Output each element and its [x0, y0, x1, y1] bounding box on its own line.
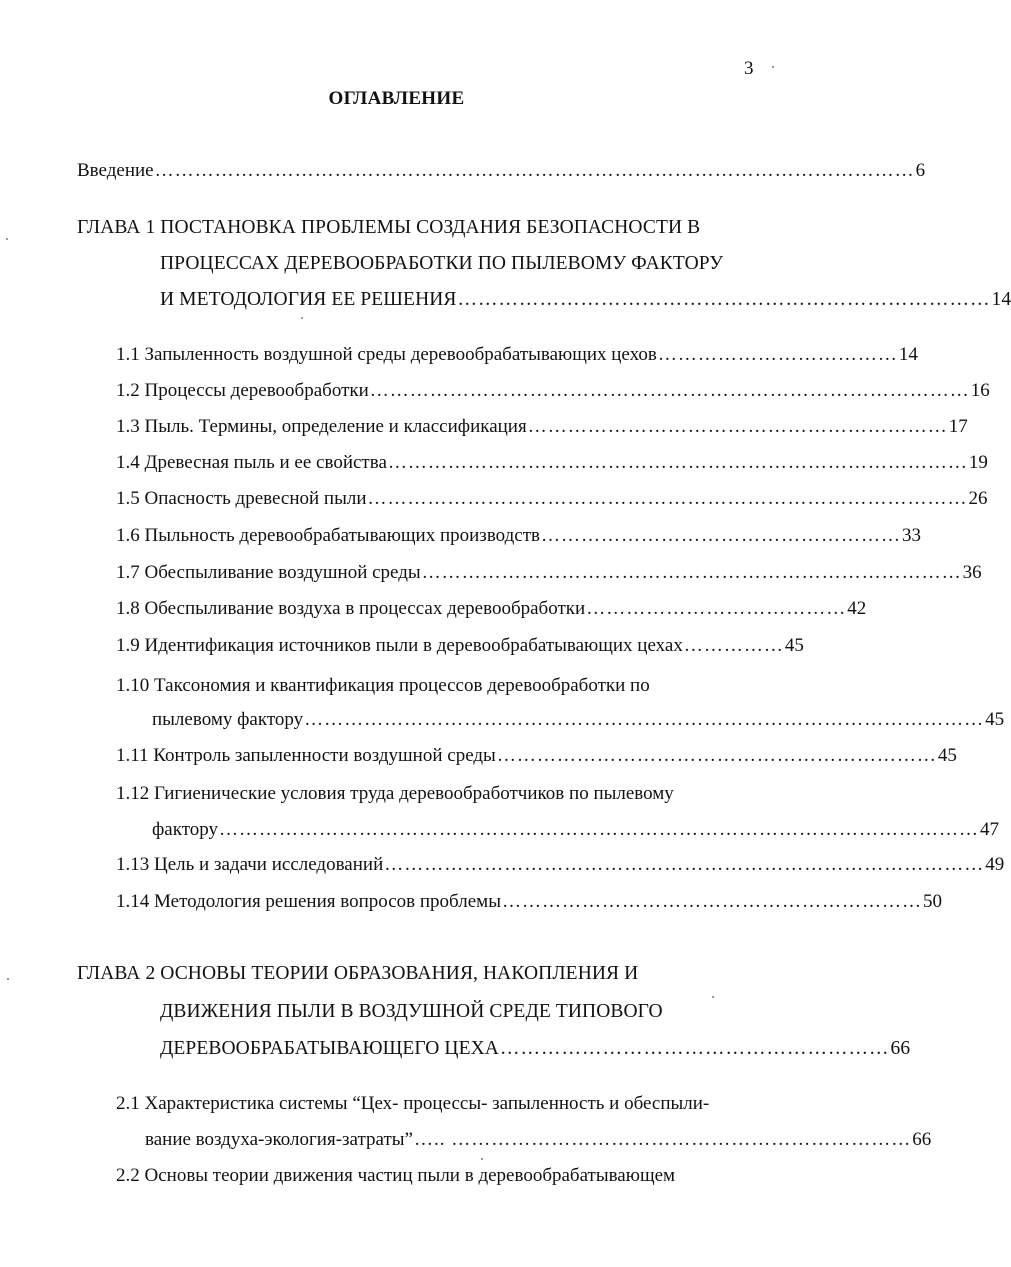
toc-entry-page: 50 — [922, 891, 942, 912]
toc-entry-text: 1.8 Обеспыливание воздуха в процессах деревообработки — [116, 598, 586, 619]
dot-leader: …………………………………………………………………………………………………… — [154, 160, 915, 181]
toc-entry-text: ДЕРЕВООБРАБАТЫВАЮЩЕГО ЦЕХА — [160, 1038, 499, 1059]
toc-entry-page: 26 — [968, 488, 988, 509]
toc-entry-1-10[interactable] — [152, 707, 1005, 733]
toc-entry-page: 66 — [890, 1038, 911, 1059]
toc-entry-1-1[interactable] — [116, 342, 918, 368]
toc-entry-text: 1.6 Пыльность деревообрабатывающих производств — [116, 525, 540, 546]
toc-entry-1-4[interactable] — [116, 450, 988, 476]
toc-entry-2-2-line-1: 2.2 Основы теории движения частиц пыли в деревообрабатывающем — [116, 1165, 676, 1186]
toc-entry-2-1[interactable] — [145, 1127, 932, 1153]
chapter-1-heading-line-1: ГЛАВА 1 ПОСТАНОВКА ПРОБЛЕМЫ СОЗДАНИЯ БЕЗОПАСНОСТИ В — [77, 217, 701, 238]
toc-entry-text: 1.11 Контроль запыленности воздушной среды — [116, 745, 496, 766]
dot-leader: ………………………………………………………………………………………… — [304, 709, 985, 730]
toc-entry-text: 1.7 Обеспыливание воздушной среды — [116, 562, 421, 583]
toc-entry-1-2[interactable] — [116, 378, 990, 404]
toc-entry-text: 1.4 Древесная пыль и ее свойства — [116, 452, 387, 473]
toc-entry-text: 1.3 Пыль. Термины, определение и классификация — [116, 416, 527, 437]
dot-leader: …………………………………………………………………………… — [387, 452, 968, 473]
toc-entry-text: 1.9 Идентификация источников пыли в деревообрабатывающих цехах — [116, 635, 683, 656]
toc-entry-1-8[interactable] — [116, 596, 867, 622]
toc-entry-page: 36 — [962, 562, 982, 583]
toc-entry-2-1-line-1: 2.1 Характеристика системы “Цех- процессы- запыленность и обеспыли- — [116, 1093, 710, 1114]
toc-entry-page: 45 — [784, 635, 804, 656]
chapter-2-heading-line-2: ДВИЖЕНИЯ ПЫЛИ В ВОЗДУШНОЙ СРЕДЕ ТИПОВОГО — [160, 1001, 663, 1022]
dot-leader: ………………………………… — [586, 598, 847, 619]
toc-entry-text: Введение — [77, 160, 154, 181]
toc-entry-chapter-1[interactable] — [160, 287, 1011, 313]
toc-entry-page: 49 — [985, 854, 1005, 875]
dot-leader: ……………………………………………………… — [501, 891, 922, 912]
toc-entry-1-13[interactable] — [116, 852, 1005, 878]
toc-entry-page: 19 — [968, 452, 988, 473]
toc-entry-text: фактору — [152, 819, 219, 840]
toc-entry-page: 14 — [991, 289, 1011, 310]
dot-leader: ……………………………………………………… — [527, 416, 948, 437]
toc-entry-intro[interactable] — [77, 158, 926, 184]
dot-leader: ………………………………………………… — [499, 1038, 890, 1059]
dot-leader: ……………………………… — [657, 344, 898, 365]
toc-entry-1-11[interactable] — [116, 743, 957, 769]
toc-entry-1-12[interactable] — [152, 817, 1000, 843]
toc-entry-text: 1.5 Опасность древесной пыли — [116, 488, 367, 509]
dot-leader: ……………………………………………………………………… — [421, 562, 962, 583]
toc-entry-page: 42 — [847, 598, 867, 619]
dot-leader: …………………………………………………………………… — [457, 289, 991, 310]
toc-entry-1-9[interactable] — [116, 633, 804, 659]
toc-entry-page: 45 — [985, 709, 1005, 730]
toc-entry-page: 45 — [937, 745, 957, 766]
toc-entry-text: вание воздуха-экология-затраты” — [145, 1129, 413, 1150]
toc-entry-chapter-2[interactable] — [160, 1036, 911, 1062]
dot-leader: ……………………………………………………………………………… — [369, 380, 970, 401]
toc-entry-page: 14 — [898, 344, 918, 365]
dot-leader: …………… — [683, 635, 784, 656]
toc-entry-page: 17 — [948, 416, 968, 437]
toc-entry-text: 1.13 Цель и задачи исследований — [116, 854, 384, 875]
toc-entry-page: 16 — [970, 380, 990, 401]
toc-entry-page: 33 — [901, 525, 921, 546]
toc-entry-1-7[interactable] — [116, 560, 982, 586]
dot-leader: ….. …………………………………………………………… — [413, 1129, 912, 1150]
toc-entry-text: 1.2 Процессы деревообработки — [116, 380, 369, 401]
toc-entry-1-14[interactable] — [116, 889, 942, 915]
toc-entry-text: 1.1 Запыленность воздушной среды деревообрабатывающих цехов — [116, 344, 657, 365]
page-number: 3 — [744, 58, 754, 79]
dot-leader: ……………………………………………………………………………… — [384, 854, 985, 875]
toc-entry-1-12-line-1: 1.12 Гигиенические условия труда деревообработчиков по пылевому — [116, 783, 674, 804]
dot-leader: ……………………………………………… — [540, 525, 901, 546]
toc-entry-text: 1.14 Методология решения вопросов проблемы — [116, 891, 501, 912]
toc-entry-text: пылевому фактору — [152, 709, 304, 730]
dot-leader: …………………………………………………………………………………………………… — [219, 819, 980, 840]
toc-entry-1-10-line-1: 1.10 Таксономия и квантификация процессов деревообработки по — [116, 675, 650, 696]
page-title: ОГЛАВЛЕНИЕ — [328, 88, 465, 109]
toc-entry-text: И МЕТОДОЛОГИЯ ЕЕ РЕШЕНИЯ — [160, 289, 457, 310]
toc-entry-1-6[interactable] — [116, 523, 921, 549]
chapter-2-heading-line-1: ГЛАВА 2 ОСНОВЫ ТЕОРИИ ОБРАЗОВАНИЯ, НАКОПЛЕНИЯ И — [77, 963, 639, 984]
toc-entry-1-3[interactable] — [116, 414, 968, 440]
toc-entry-page: 47 — [980, 819, 1000, 840]
toc-entry-page: 66 — [912, 1129, 932, 1150]
dot-leader: ……………………………………………………………………………… — [367, 488, 968, 509]
toc-entry-page: 6 — [915, 160, 926, 181]
dot-leader: ………………………………………………………… — [496, 745, 937, 766]
chapter-1-heading-line-2: ПРОЦЕССАХ ДЕРЕВООБРАБОТКИ ПО ПЫЛЕВОМУ ФАКТОРУ — [160, 253, 724, 274]
toc-entry-1-5[interactable] — [116, 486, 988, 512]
